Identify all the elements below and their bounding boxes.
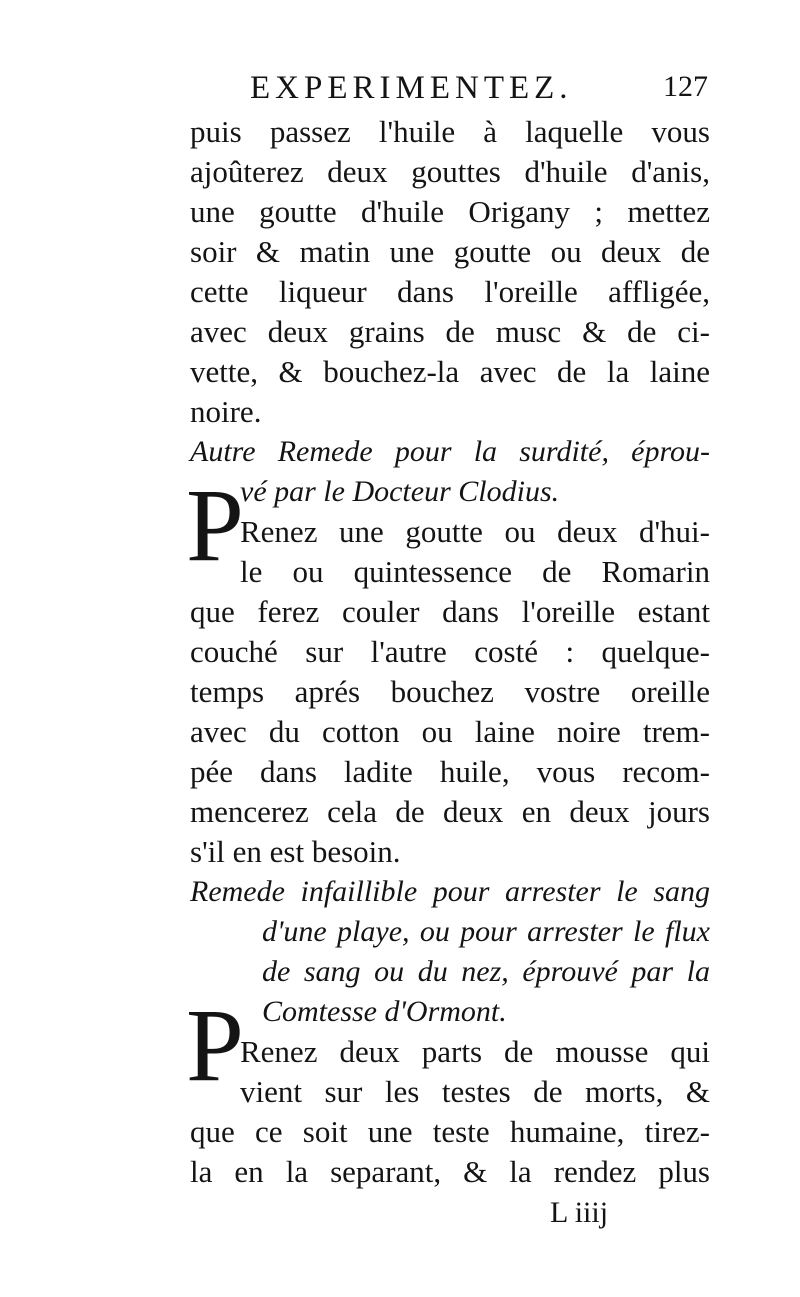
heading-line: d'une playe, ou pour arrester le flux bbox=[262, 915, 710, 948]
text-line: avec du cotton ou laine noire trem- bbox=[190, 714, 710, 749]
text-line: couché sur l'autre costé : quelque- bbox=[190, 634, 710, 669]
text-line: Renez deux parts de mousse qui bbox=[240, 1034, 710, 1069]
text-line: ajoûterez deux gouttes d'huile d'anis, bbox=[190, 154, 710, 189]
signature-mark: L iiij bbox=[550, 1196, 609, 1229]
text-line: avec deux grains de musc & de ci- bbox=[190, 314, 710, 349]
heading-line: Autre Remede pour la surdité, éprou- bbox=[190, 435, 710, 468]
text-line: soir & matin une goutte ou deux de bbox=[190, 234, 710, 269]
text-line: pée dans ladite huile, vous recom- bbox=[190, 754, 710, 789]
text-line: s'il en est besoin. bbox=[190, 834, 401, 869]
text-line: mencerez cela de deux en deux jours bbox=[190, 794, 710, 829]
heading-line: Remede infaillible pour arrester le sang bbox=[190, 875, 710, 908]
text-line: vette, & bouchez-la avec de la laine bbox=[190, 354, 710, 389]
text-line: temps aprés bouchez vostre oreille bbox=[190, 674, 710, 709]
drop-cap: P bbox=[186, 468, 244, 583]
text-line: Renez une goutte ou deux d'hui- bbox=[240, 514, 710, 549]
running-title: EXPERIMENTEZ. bbox=[250, 70, 573, 106]
text-line: noire. bbox=[190, 394, 262, 429]
text-line: que ce soit une teste humaine, tirez- bbox=[190, 1114, 710, 1149]
text-line: le ou quintessence de Romarin bbox=[240, 554, 710, 589]
text-line: cette liqueur dans l'oreille affligée, bbox=[190, 274, 710, 309]
text-line: la en la separant, & la rendez plus bbox=[190, 1154, 710, 1189]
page-number: 127 bbox=[663, 70, 708, 103]
heading-line: Comtesse d'Ormont. bbox=[262, 995, 507, 1028]
page-header bbox=[190, 70, 710, 118]
heading-line: vé par le Docteur Clodius. bbox=[240, 475, 560, 508]
text-line: puis passez l'huile à laquelle vous bbox=[190, 114, 710, 149]
heading-line: de sang ou du nez, éprouvé par la bbox=[262, 955, 710, 988]
drop-cap: P bbox=[186, 988, 244, 1103]
text-line: une goutte d'huile Origany ; mettez bbox=[190, 194, 710, 229]
text-line: vient sur les testes de morts, & bbox=[240, 1074, 710, 1109]
text-line: que ferez couler dans l'oreille estant bbox=[190, 594, 710, 629]
